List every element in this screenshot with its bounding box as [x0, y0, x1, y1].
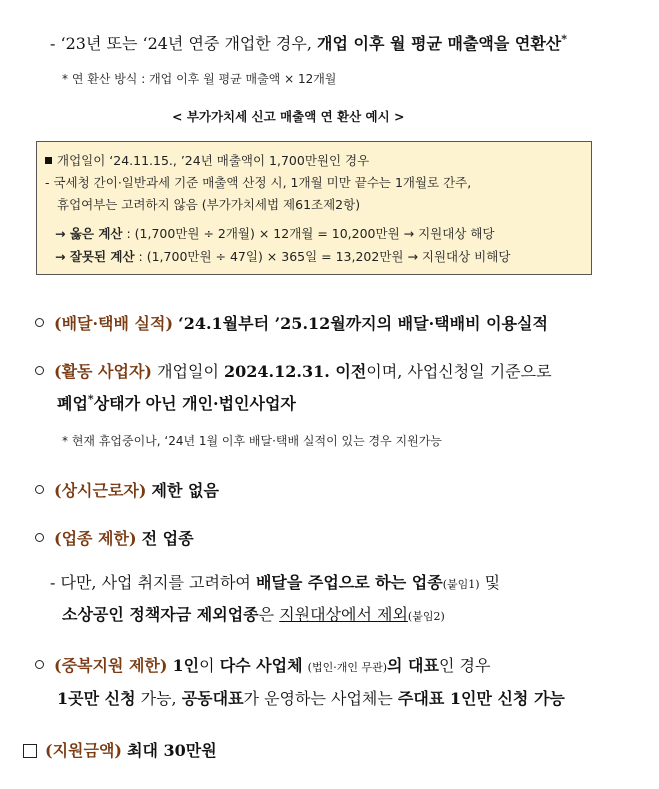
dup-item: (중복지원 제한) 1인이 다수 사업체 (법인·개인 무관)의 대표인 경우 — [35, 653, 490, 676]
workers-text: 제한 없음 — [151, 481, 219, 500]
industry-sub-2: 소상공인 정책자금 제외업종은 지원대상에서 제외(붙임2) — [62, 605, 445, 624]
intro-line — [50, 31, 567, 54]
industry-sub-1: - 다만, 사업 취지를 고려하여 배달을 주업으로 하는 업종(붙임1) 및 — [50, 573, 501, 592]
delivery-text: ‘24.1월부터 ’25.12월까지의 배달·택배비 이용실적 — [178, 314, 548, 333]
dup-line-2: 1곳만 신청 가능, 공동대표가 운영하는 사업체는 주대표 1인만 신청 가능 — [57, 689, 565, 708]
circle-bullet-icon — [35, 366, 44, 375]
active-item: (활동 사업자) 개업일이 2024.12.31. 이전이며, 사업신청일 기준으로 — [35, 359, 552, 382]
intro-star: * — [561, 32, 568, 46]
box-line-1: 개업일이 ‘24.11.15., ’24년 매출액이 1,700만원인 경우 — [45, 151, 369, 169]
checkbox-icon — [23, 744, 37, 758]
amount-tag: (지원금액) — [45, 741, 122, 760]
industry-tag: (업종 제한) — [54, 529, 137, 548]
circle-bullet-icon — [35, 660, 44, 669]
delivery-item — [35, 311, 548, 334]
intro-text: ‘23년 또는 ‘24년 연중 개업한 경우, — [60, 34, 312, 53]
circle-bullet-icon — [35, 533, 44, 542]
correct-label: → 옳은 계산 — [55, 226, 123, 241]
intro-note: * 연 환산 방식 : 개업 이후 월 평균 매출액 × 12개월 — [62, 72, 337, 86]
workers-tag: (상시근로자) — [54, 481, 147, 500]
dup-tag: (중복지원 제한) — [54, 656, 168, 675]
industry-item — [35, 526, 194, 549]
wrong-label: → 잘못된 계산 — [55, 249, 135, 264]
example-title: < 부가가치세 신고 매출액 연 환산 예시 > — [172, 109, 405, 124]
active-tag: (활동 사업자) — [54, 362, 152, 381]
square-bullet-icon — [45, 157, 52, 164]
box-line-2: - 국세청 간이·일반과세 기준 매출액 산정 시, 1개월 미만 끝수는 1개월로 간주, — [45, 175, 472, 190]
box-wrong-calc: → 잘못된 계산 : (1,700만원 ÷ 47일) × 365일 = 13,202만원 → 지원대상 비해당 — [55, 249, 511, 264]
active-date: 2024.12.31. 이전 — [224, 362, 367, 381]
example-box — [36, 141, 592, 275]
excluded-link: 지원대상에서 제외 — [279, 605, 408, 624]
box-line-3: 휴업여부는 고려하지 않음 (부가가치세법 제61조제2항) — [57, 197, 361, 212]
intro-emphasis: 개업 이후 월 평균 매출액을 연환산 — [317, 34, 562, 53]
box-correct-calc: → 옳은 계산 : (1,700만원 ÷ 2개월) × 12개월 = 10,200만원 → 지원대상 해당 — [55, 226, 495, 241]
amount-text: 최대 30만원 — [127, 741, 217, 760]
circle-bullet-icon — [35, 318, 44, 327]
circle-bullet-icon — [35, 485, 44, 494]
active-line-2: 폐업*상태가 아닌 개인·법인사업자 — [57, 392, 296, 413]
active-note: * 현재 휴업중이나, ‘24년 1월 이후 배달·택배 실적이 있는 경우 지원가능 — [62, 434, 442, 448]
delivery-tag: (배달·택배 실적) — [54, 314, 174, 333]
workers-item — [35, 478, 219, 501]
amount-item — [23, 738, 217, 761]
intro-bullet: - — [50, 34, 56, 53]
industry-text: 전 업종 — [141, 529, 194, 548]
